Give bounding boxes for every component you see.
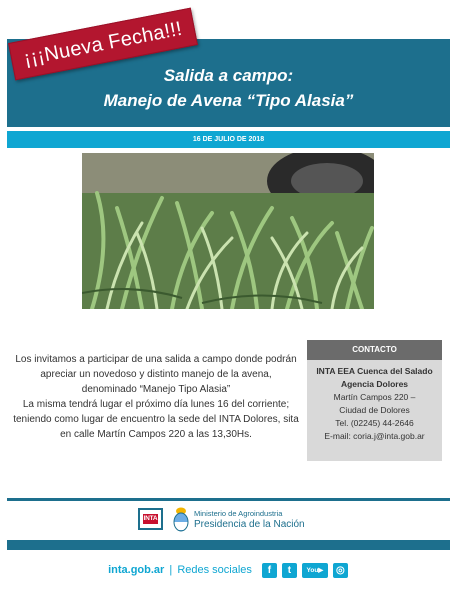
badge-text: ¡¡¡Nueva Fecha!!! <box>22 17 184 71</box>
header-title-line1: Salida a campo: <box>163 66 294 85</box>
social-label: Redes sociales <box>177 564 252 576</box>
facebook-icon[interactable]: f <box>262 563 277 578</box>
social-icons <box>257 563 348 578</box>
date-bar <box>7 131 450 148</box>
ministry-name: Ministerio de Agroindustria <box>194 509 283 518</box>
header-title <box>7 63 450 113</box>
contact-details <box>307 360 442 443</box>
contact-address-line1: Martín Campos 220 – <box>333 392 416 402</box>
contact-heading: CONTACTO <box>307 340 442 360</box>
ministry-logo <box>194 509 305 531</box>
twitter-icon[interactable]: t <box>282 563 297 578</box>
footer-text <box>108 561 252 579</box>
invitation-paragraph-2: La misma tendrá lugar el próximo día lunes 16 del corriente; teniendo como lugar de encuentro la sede del INTA Dolores, sita en calle Martín Campos 220 a las 13,30Hs. <box>13 399 299 440</box>
site-link[interactable]: inta.gob.ar <box>108 564 165 576</box>
presidency-name: Presidencia de la Nación <box>194 519 305 530</box>
contact-org-line2: Agencia Dolores <box>340 379 409 389</box>
event-date: 16 DE JULIO DE 2018 <box>192 136 265 143</box>
youtube-icon[interactable]: You▶ <box>302 563 328 578</box>
contact-box <box>307 340 442 461</box>
invitation-text <box>12 352 300 442</box>
header-title-line2: Manejo de Avena “Tipo Alasia” <box>103 91 354 110</box>
contact-address-line2: Ciudad de Dolores <box>339 405 410 415</box>
footer-divider-top <box>7 498 450 501</box>
invitation-paragraph-1: Los invitamos a participar de una salida a campo donde podrán apreciar un novedoso y distinto manejo de la avena, denominado “Manejo Tipo Alasia” <box>15 354 297 395</box>
footer <box>0 561 456 579</box>
footer-separator: | <box>169 564 173 576</box>
oat-field-illustration <box>82 153 374 309</box>
national-shield-icon <box>172 507 190 533</box>
contact-phone: Tel. (02245) 44-2646 <box>335 418 414 428</box>
contact-org-line1: INTA EEA Cuenca del Salado <box>316 366 433 376</box>
instagram-icon[interactable]: ◎ <box>333 563 348 578</box>
footer-divider-bottom <box>7 540 450 550</box>
oat-field-photo <box>82 153 374 309</box>
inta-logo <box>138 508 163 530</box>
contact-email[interactable]: E-mail: coria.j@inta.gob.ar <box>324 431 425 441</box>
inta-logo-text: INTA <box>143 515 158 522</box>
